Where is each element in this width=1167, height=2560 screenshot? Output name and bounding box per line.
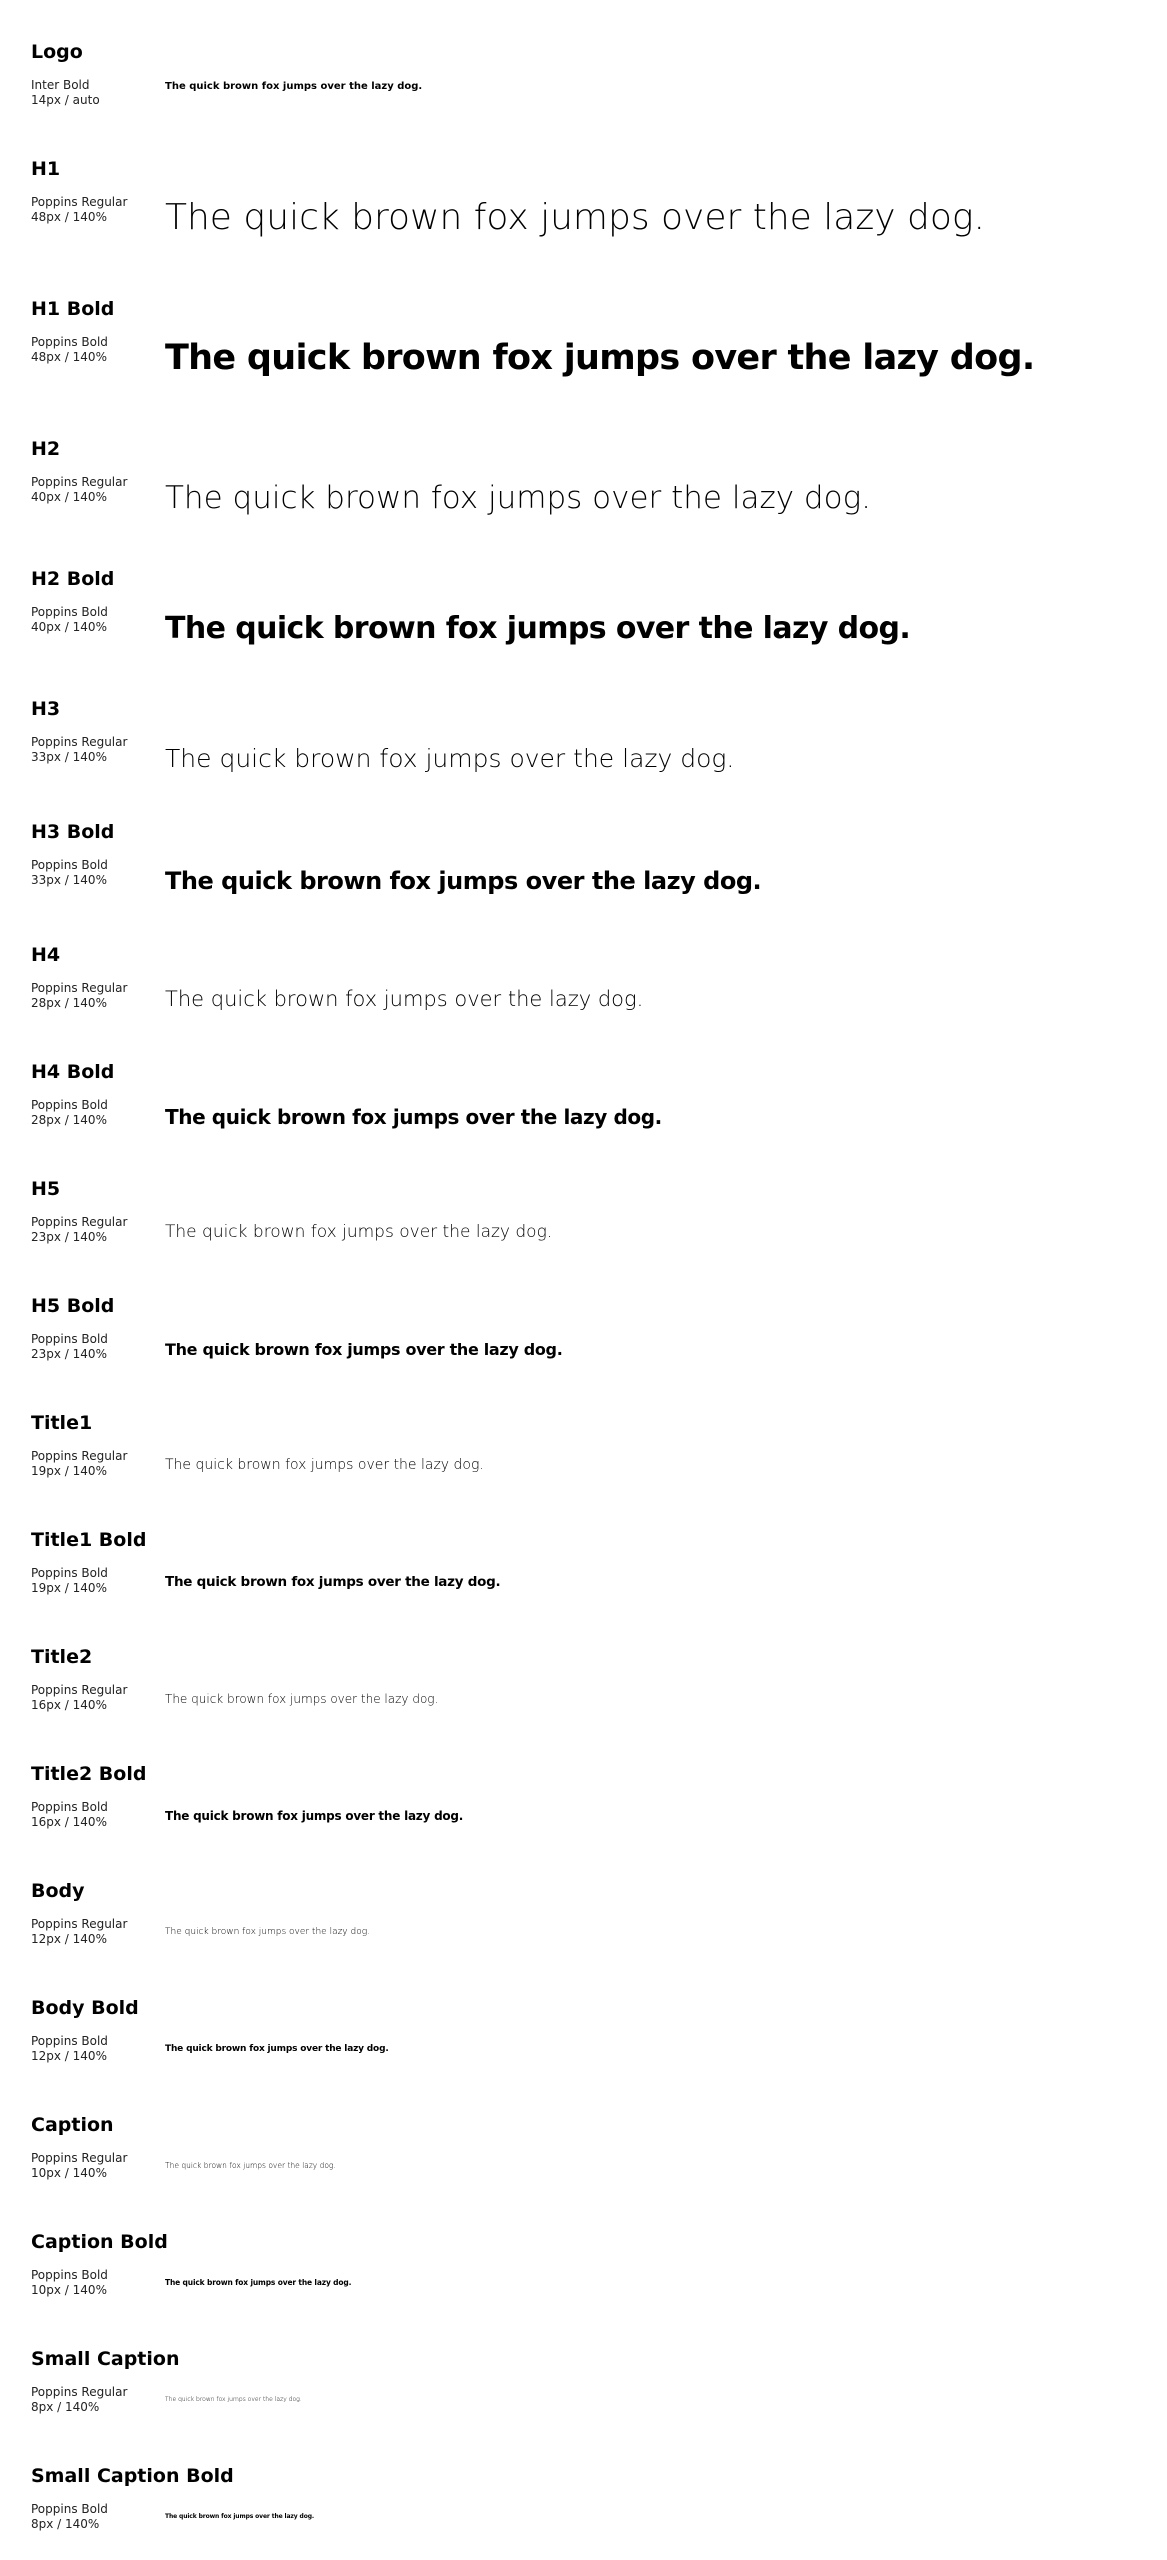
type-sample: The quick brown fox jumps over the lazy dog. (165, 1927, 370, 1937)
style-name: Caption (31, 2114, 114, 2136)
style-metrics: 10px / 140% (31, 2283, 107, 2297)
type-sample: The quick brown fox jumps over the lazy dog. (165, 1222, 553, 1242)
style-name: H3 Bold (31, 821, 115, 843)
style-font: Poppins Regular (31, 2385, 128, 2399)
type-sample: The quick brown fox jumps over the lazy dog. (165, 2278, 352, 2287)
style-font: Poppins Regular (31, 981, 128, 995)
style-metrics: 40px / 140% (31, 620, 107, 634)
type-sample: The quick brown fox jumps over the lazy dog. (165, 611, 911, 646)
style-metrics: 28px / 140% (31, 1113, 107, 1127)
style-font: Poppins Bold (31, 1800, 108, 1814)
type-sample: The quick brown fox jumps over the lazy dog. (165, 1574, 501, 1590)
style-name: H2 (31, 438, 61, 460)
type-sample: The quick brown fox jumps over the lazy dog. (165, 2396, 302, 2403)
type-sample: The quick brown fox jumps over the lazy dog. (165, 1809, 464, 1823)
style-font: Poppins Regular (31, 1449, 128, 1463)
type-sample: The quick brown fox jumps over the lazy dog. (165, 744, 735, 773)
type-sample: The quick brown fox jumps over the lazy dog. (165, 1457, 484, 1473)
style-name: Small Caption Bold (31, 2465, 234, 2487)
style-name: H3 (31, 698, 61, 720)
style-name: H5 Bold (31, 1295, 115, 1317)
style-name: H1 (31, 158, 61, 180)
style-metrics: 14px / auto (31, 93, 100, 107)
style-font: Poppins Bold (31, 605, 108, 619)
type-sample: The quick brown fox jumps over the lazy dog. (165, 1692, 439, 1706)
style-metrics: 8px / 140% (31, 2400, 100, 2414)
style-name: Caption Bold (31, 2231, 168, 2253)
style-metrics: 40px / 140% (31, 490, 107, 504)
style-metrics: 12px / 140% (31, 2049, 107, 2063)
type-sample: The quick brown fox jumps over the lazy dog. (165, 1340, 563, 1359)
style-name: Title1 Bold (31, 1529, 147, 1551)
type-sample: The quick brown fox jumps over the lazy dog. (165, 81, 423, 92)
type-sample: The quick brown fox jumps over the lazy dog. (165, 197, 985, 238)
style-metrics: 19px / 140% (31, 1581, 107, 1595)
style-metrics: 23px / 140% (31, 1347, 107, 1361)
style-metrics: 8px / 140% (31, 2517, 100, 2531)
style-metrics: 16px / 140% (31, 1815, 107, 1829)
style-name: Title1 (31, 1412, 93, 1434)
style-name: Title2 (31, 1646, 93, 1668)
style-name: Title2 Bold (31, 1763, 147, 1785)
type-sample: The quick brown fox jumps over the lazy dog. (165, 2044, 389, 2054)
style-metrics: 16px / 140% (31, 1698, 107, 1712)
style-font: Poppins Regular (31, 1917, 128, 1931)
style-font: Poppins Regular (31, 475, 128, 489)
type-sample: The quick brown fox jumps over the lazy dog. (165, 987, 644, 1011)
style-metrics: 23px / 140% (31, 1230, 107, 1244)
type-sample: The quick brown fox jumps over the lazy dog. (165, 867, 762, 895)
style-font: Poppins Regular (31, 2151, 128, 2165)
style-name: H4 (31, 944, 61, 966)
style-font: Inter Bold (31, 78, 90, 92)
style-name: H5 (31, 1178, 61, 1200)
style-name: H2 Bold (31, 568, 115, 590)
style-font: Poppins Bold (31, 335, 108, 349)
type-sample: The quick brown fox jumps over the lazy dog. (165, 480, 872, 516)
type-sample: The quick brown fox jumps over the lazy dog. (165, 2161, 336, 2170)
style-metrics: 33px / 140% (31, 750, 107, 764)
style-name: Body Bold (31, 1997, 139, 2019)
style-metrics: 48px / 140% (31, 210, 107, 224)
style-name: Small Caption (31, 2348, 180, 2370)
style-font: Poppins Regular (31, 195, 128, 209)
style-name: Logo (31, 41, 83, 63)
style-metrics: 19px / 140% (31, 1464, 107, 1478)
style-font: Poppins Regular (31, 1215, 128, 1229)
style-font: Poppins Bold (31, 2034, 108, 2048)
type-sample: The quick brown fox jumps over the lazy dog. (165, 338, 1035, 378)
style-font: Poppins Bold (31, 1098, 108, 1112)
style-font: Poppins Regular (31, 735, 128, 749)
style-metrics: 33px / 140% (31, 873, 107, 887)
style-font: Poppins Bold (31, 1566, 108, 1580)
style-metrics: 48px / 140% (31, 350, 107, 364)
style-font: Poppins Bold (31, 1332, 108, 1346)
style-font: Poppins Bold (31, 2268, 108, 2282)
style-metrics: 28px / 140% (31, 996, 107, 1010)
type-sample: The quick brown fox jumps over the lazy dog. (165, 2513, 315, 2520)
style-name: Body (31, 1880, 85, 1902)
style-metrics: 10px / 140% (31, 2166, 107, 2180)
style-font: Poppins Bold (31, 858, 108, 872)
style-font: Poppins Regular (31, 1683, 128, 1697)
type-sample: The quick brown fox jumps over the lazy dog. (165, 1105, 662, 1129)
style-name: H1 Bold (31, 298, 115, 320)
style-name: H4 Bold (31, 1061, 115, 1083)
style-metrics: 12px / 140% (31, 1932, 107, 1946)
style-font: Poppins Bold (31, 2502, 108, 2516)
